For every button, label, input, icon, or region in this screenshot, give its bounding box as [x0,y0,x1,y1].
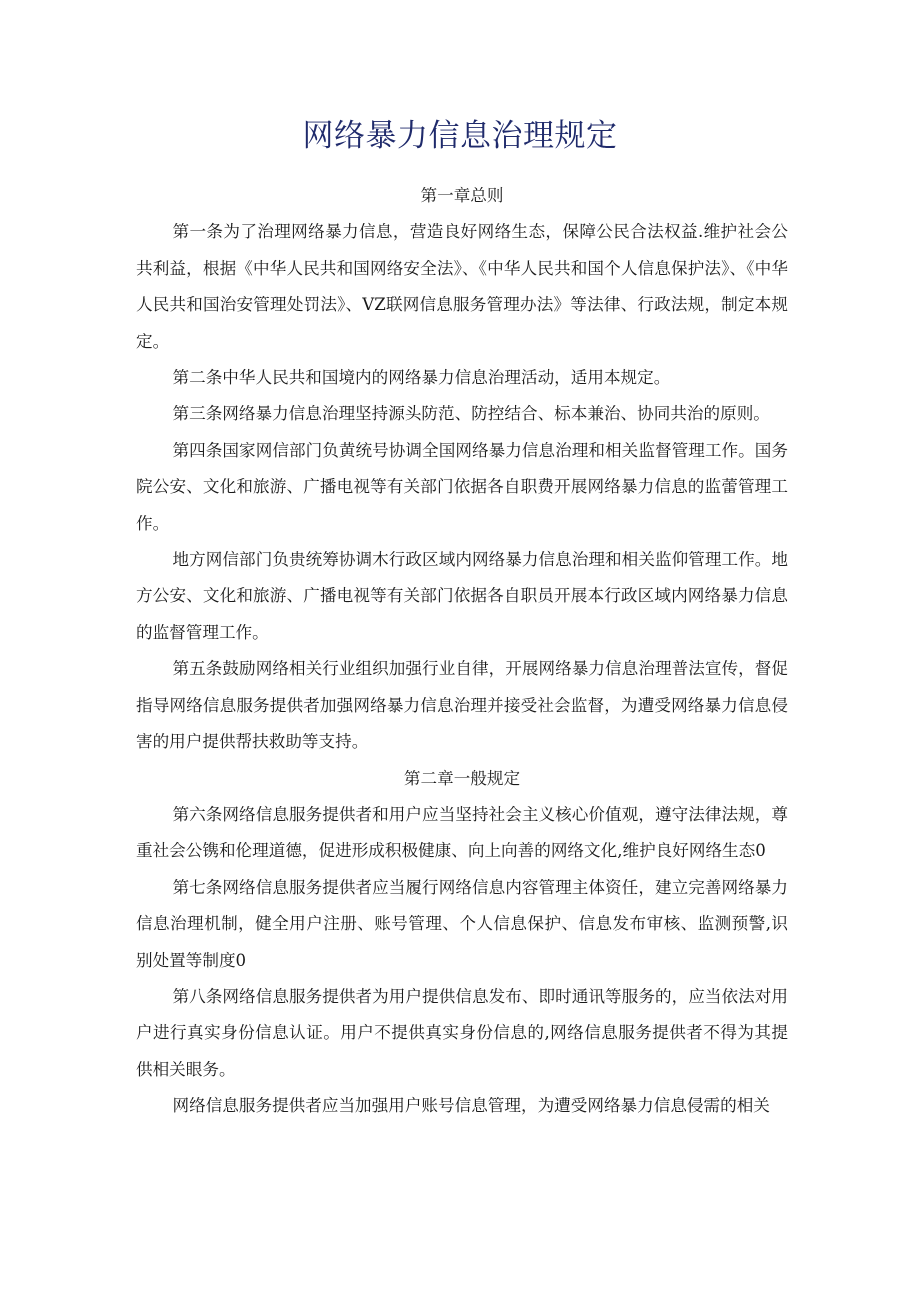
article-6: 第六条网络信息服务提供者和用户应当坚持社会主义核心价值观，遵守法律法规，尊重社会公镌和伦理道德，促进形成积极健康、向上向善的网络文化,维护良好网络生态0 [136,804,788,861]
article-5: 第五条鼓励网络相关行业组织加强行业自律，开展网络暴力信息治理普法宣传，督促指导网络信息服务提供者加强网络暴力信息治理并接受社会监督，为遭受网络暴力信息侵害的用户提供帮扶救助等支持。 [136,659,788,752]
document-body [136,178,788,1125]
article-4: 第四条国家网信部门负黄统号协调全国网络暴力信息治理和相关监督管理工作。国务院公安、文化和旅游、广播电视等有关部门依据各自职费开展网络暴力信息的监蕾管理工作。 [136,440,788,533]
article-2: 第二条中华人民共和国境内的网络暴力信息治理活动，适用本规定。 [172,368,671,388]
article-8: 第八条网络信息服务提供者为用户提供信息发布、即时通讯等服务的，应当依法对用户进行真实身份信息认证。用户不提供真实身份信息的,网络信息服务提供者不得为其提供相关眼务。 [136,986,788,1079]
chapter-1-heading: 第一章总则 [420,186,504,205]
article-1: 第一条为了治理网络暴力信息，营造良好网络生态，保障公民合法权益.维护社会公共利益，根据《中华人民共和国网络安全法》、《中华人民共和国个人信息保护法》、《中华人民共和国治安管理处罚法》、VZ联网信息服务管理办法》等法律、行政法规，制定本规定。 [136,222,788,351]
document-title: 网络暴力信息治理规定 [302,118,618,154]
article-4-paragraph-2: 地方网信部门负贵统筹协调木行政区域内网络暴力信息治理和相关监仰管理工作。地方公安、文化和旅游、广播电视等有关部门依据各自职员开展本行政区域内网络暴力信息的监督管理工作。 [136,550,788,642]
chapter-2-heading: 第二章一般规定 [403,768,521,788]
article-8-paragraph-2: 网络信息服务提供者应当加强用户账号信息管理，为遭受网络暴力信息侵需的相关 [172,1096,770,1116]
article-3: 第三条网络暴力信息治理坚持源头防范、防控结合、标本兼治、协同共治的原则。 [172,404,770,424]
article-7: 第七条网络信息服务提供者应当履行网络信息内容管理主体资任，建立完善网络暴力信息治理机制，健全用户注册、账号管理、个人信息保护、信息发布审核、监测预警,识别处置等制度0 [136,877,788,970]
